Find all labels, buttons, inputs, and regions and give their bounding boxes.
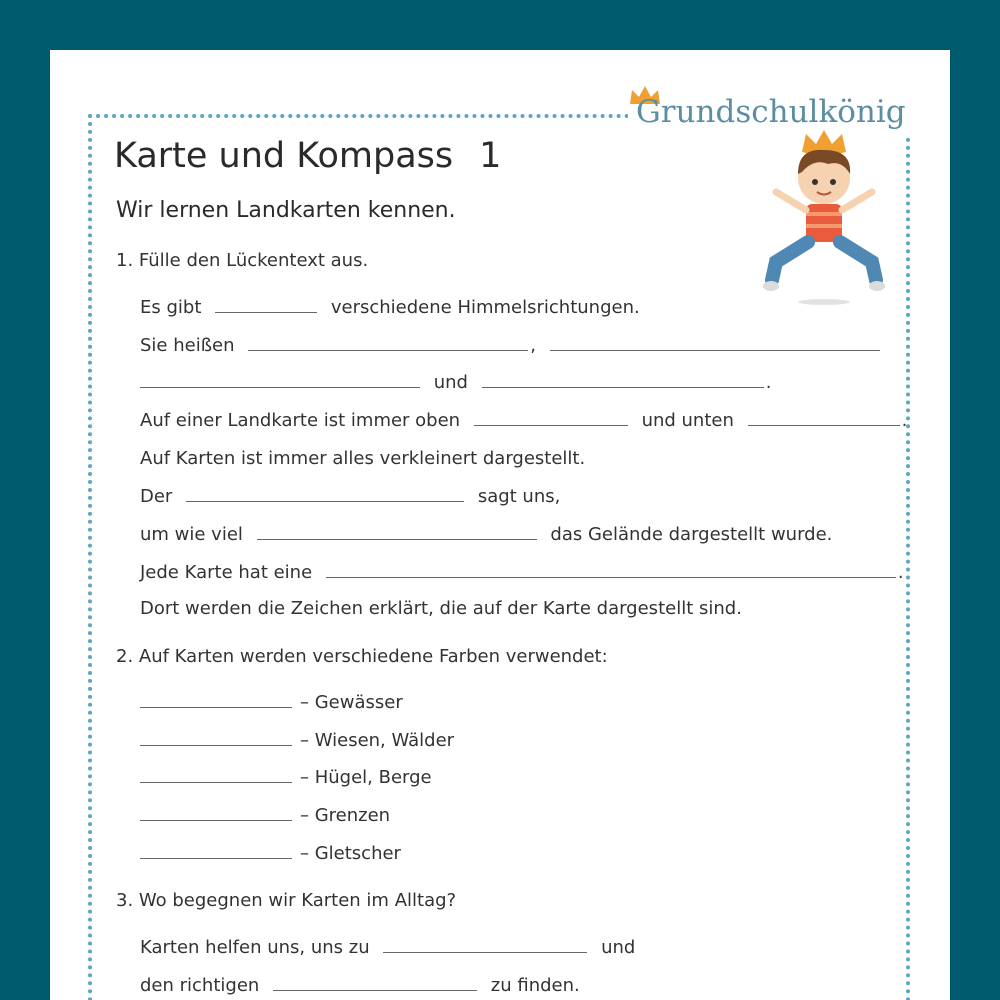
text: und unten — [641, 410, 734, 431]
blank-field[interactable] — [215, 298, 317, 313]
color-item — [140, 730, 454, 751]
color-item — [140, 805, 390, 826]
color-item — [140, 767, 432, 788]
task3-line2 — [140, 975, 580, 996]
text: das Gelände dargestellt wurde. — [550, 524, 833, 545]
brand-name: Grundschulkönig — [636, 94, 906, 130]
text: . — [765, 372, 772, 393]
task3-line1 — [140, 937, 635, 958]
text: . — [901, 410, 908, 431]
blank-field[interactable] — [140, 806, 292, 821]
text: Auf einer Landkarte ist immer oben — [140, 410, 461, 431]
title-text: Karte und Kompass — [114, 136, 454, 176]
text: , — [530, 335, 536, 356]
task1-line9: Dort werden die Zeichen erklärt, die auf der Karte dargestellt sind. — [140, 598, 742, 619]
text: . — [897, 562, 904, 583]
task1-line8 — [140, 562, 904, 583]
worksheet — [50, 50, 950, 1000]
blank-field[interactable] — [257, 525, 537, 540]
text: zu finden. — [490, 975, 580, 996]
blank-field[interactable] — [140, 373, 420, 388]
title-number: 1 — [479, 136, 502, 176]
boy-with-crown-illustration — [762, 130, 892, 310]
blank-field[interactable] — [140, 693, 292, 708]
page-title — [114, 136, 501, 176]
text: und — [433, 372, 468, 393]
blank-field[interactable] — [186, 487, 464, 502]
blank-field[interactable] — [474, 411, 628, 426]
task1-line4 — [140, 410, 907, 431]
blank-field[interactable] — [748, 411, 900, 426]
text: sagt uns, — [477, 486, 561, 507]
blank-field[interactable] — [383, 938, 587, 953]
task1-line5: Auf Karten ist immer alles verkleinert dargestellt. — [140, 448, 586, 469]
text: – Wiesen, Wälder — [300, 730, 455, 751]
task1-line1 — [140, 297, 640, 318]
blank-field[interactable] — [550, 336, 880, 351]
blank-field[interactable] — [140, 844, 292, 859]
blank-field[interactable] — [248, 336, 528, 351]
blank-field[interactable] — [326, 563, 896, 578]
text: – Hügel, Berge — [300, 767, 432, 788]
text: Karten helfen uns, uns zu — [140, 937, 370, 958]
blank-field[interactable] — [273, 976, 477, 991]
text: Es gibt — [140, 297, 202, 318]
task1-line2 — [140, 335, 880, 356]
text: Der — [140, 486, 173, 507]
task1-heading: 1. Fülle den Lückentext aus. — [116, 250, 369, 271]
text: und — [601, 937, 636, 958]
task3-heading: 3. Wo begegnen wir Karten im Alltag? — [116, 890, 457, 911]
text: verschiedene Himmelsrichtungen. — [330, 297, 640, 318]
blank-field[interactable] — [482, 373, 764, 388]
text: den richtigen — [140, 975, 260, 996]
task1-line7 — [140, 524, 832, 545]
task1-line3 — [140, 372, 771, 393]
text: um wie viel — [140, 524, 243, 545]
task2-heading: 2. Auf Karten werden verschiedene Farben verwendet: — [116, 646, 608, 667]
brand-logo — [628, 94, 936, 134]
color-item — [140, 843, 401, 864]
text: – Gewässer — [300, 692, 403, 713]
page-subtitle: Wir lernen Landkarten kennen. — [116, 198, 456, 223]
text: Jede Karte hat eine — [140, 562, 313, 583]
text: Sie heißen — [140, 335, 235, 356]
task1-line6 — [140, 486, 560, 507]
blank-field[interactable] — [140, 768, 292, 783]
text: – Gletscher — [300, 843, 401, 864]
blank-field[interactable] — [140, 731, 292, 746]
color-item — [140, 692, 403, 713]
text: – Grenzen — [300, 805, 391, 826]
